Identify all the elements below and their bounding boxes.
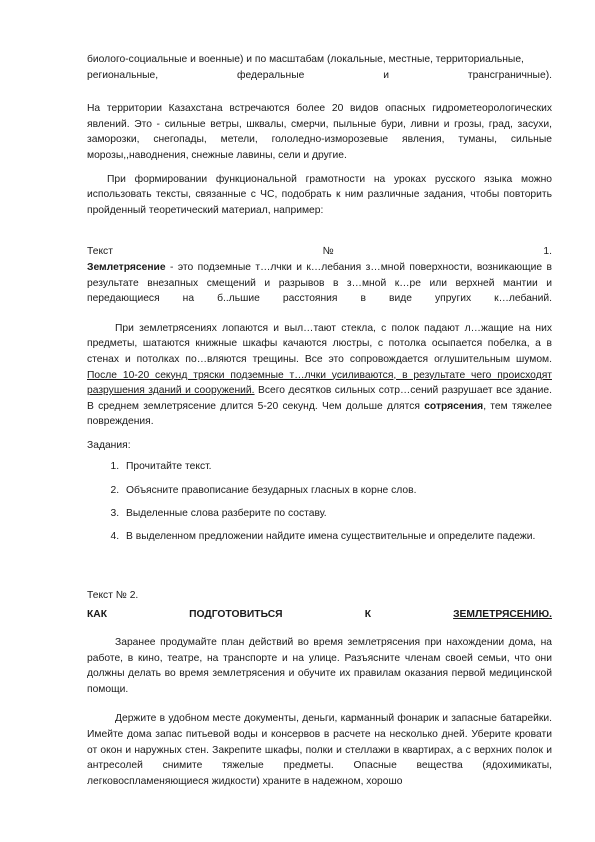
- word: федеральные: [237, 69, 305, 81]
- definition-text: - это подземные т…лчки и к…лебания з…мной поверхности, возникающие в результате внезапных смещений и разрывов в з…мной к…ре или верхней мантии и передающиеся на б..льшие расстояния в виде упругих к…лебаний.: [87, 261, 552, 305]
- text2-header: Текст № 2.: [87, 589, 139, 601]
- title-word: ЗЕМЛЕТРЯСЕНИЮ.: [453, 609, 552, 621]
- paragraph-kazakhstan-hazards: На территории Казахстана встречаются более 20 видов опасных гидрометеорологических явлений. Это - сильные ветры, шквалы, смерчи, пыльные бури, ливни и грозы, град, засухи, заморозки, снегопады, метели, гололедно-изморозевые явления, туманы, сильные морозы,,наводнения, снежные лавины, сели и другие.: [87, 103, 552, 161]
- word: и: [383, 69, 389, 81]
- document-page: [87, 52, 552, 789]
- text1-header-word: 1.: [543, 246, 552, 258]
- text1-header: [87, 244, 552, 260]
- task-item: 4. В выделенном предложении найдите имена существительные и определите падежи.: [122, 529, 552, 545]
- text1-definition: [87, 260, 552, 307]
- term-earthquake: Землетрясение: [87, 261, 166, 273]
- paragraph-classification-line2: [87, 68, 552, 84]
- text2-paragraph1: Заранее продумайте план действий во время землетрясения при нахождении дома, на работе, в кино, театре, на транспорте и на улице. Разъясните членам своей семьи, что они должны делать во время землетрясения и обучите их правилам оказания первой медицинской помощи.: [87, 637, 552, 695]
- text1-paragraph2: [87, 321, 552, 430]
- text-segment: Всего десятков сильных сотр…сений разрушает все здание. В среднем землетрясение длится 5-20 секунд. Чем дольше длятся: [87, 385, 552, 412]
- highlighted-sentence: После 10-20 секунд тряски подземные т…лчки усиливаются, в результате чего происходят разрушения зданий и сооружений.: [87, 369, 552, 397]
- paragraph-classification-line1: биолого-социальные и военные) и по масштабам (локальные, местные, территориальные,: [87, 54, 524, 65]
- task-item: 2. Объясните правописание безударных гласных в корне слов.: [122, 483, 552, 499]
- paragraph-functional-literacy: При формировании функциональной грамотности на уроках русского языка можно использовать тексты, связанные с ЧС, подобрать к ним различные задания, чтобы повторить пройденный теоретический материал, например:: [87, 173, 552, 216]
- tasks-heading: Задания:: [87, 439, 131, 451]
- bold-word-sotryaseniya: сотрясения: [424, 400, 484, 412]
- word: региональные,: [87, 69, 159, 81]
- text1-header-word: №: [322, 246, 334, 258]
- title-word: К: [364, 609, 371, 621]
- word: трансграничные).: [467, 69, 552, 81]
- text2-paragraph2: Держите в удобном месте документы, деньги, карманный фонарик и запасные батарейки. Имейте дома запас питьевой воды и консервов в расчете на несколько дней. Уберите кровати от окон и наружных стен. Закрепите шкафы, полки и стеллажи в квартирах, а с верхних полок и антресолей снимите тяжелые предметы. Опасные вещества (ядохимикаты, легковоспламеняющиеся жидкости) храните в надежном, хорошо: [87, 713, 552, 787]
- title-word: КАК: [87, 609, 108, 621]
- tasks-list: [87, 459, 552, 544]
- text2-title: [87, 607, 552, 623]
- text-segment: При землетрясениях лопаются и выл…тают стекла, с полок падают л…жащие на них предметы, шатаются книжные шкафы качаются люстры, с потолка осыпается побелка, а в стенах и потолках по…вляются трещины. Все это сопровождается оглушительным шумом.: [87, 322, 552, 365]
- task-item: 3. Выделенные слова разберите по составу.: [122, 506, 552, 522]
- text-segment: , тем тяжелее повреждения.: [87, 400, 553, 428]
- task-item: 1. Прочитайте текст.: [122, 459, 552, 475]
- text1-header-word: Текст: [87, 246, 113, 258]
- title-word: ПОДГОТОВИТЬСЯ: [189, 609, 283, 621]
